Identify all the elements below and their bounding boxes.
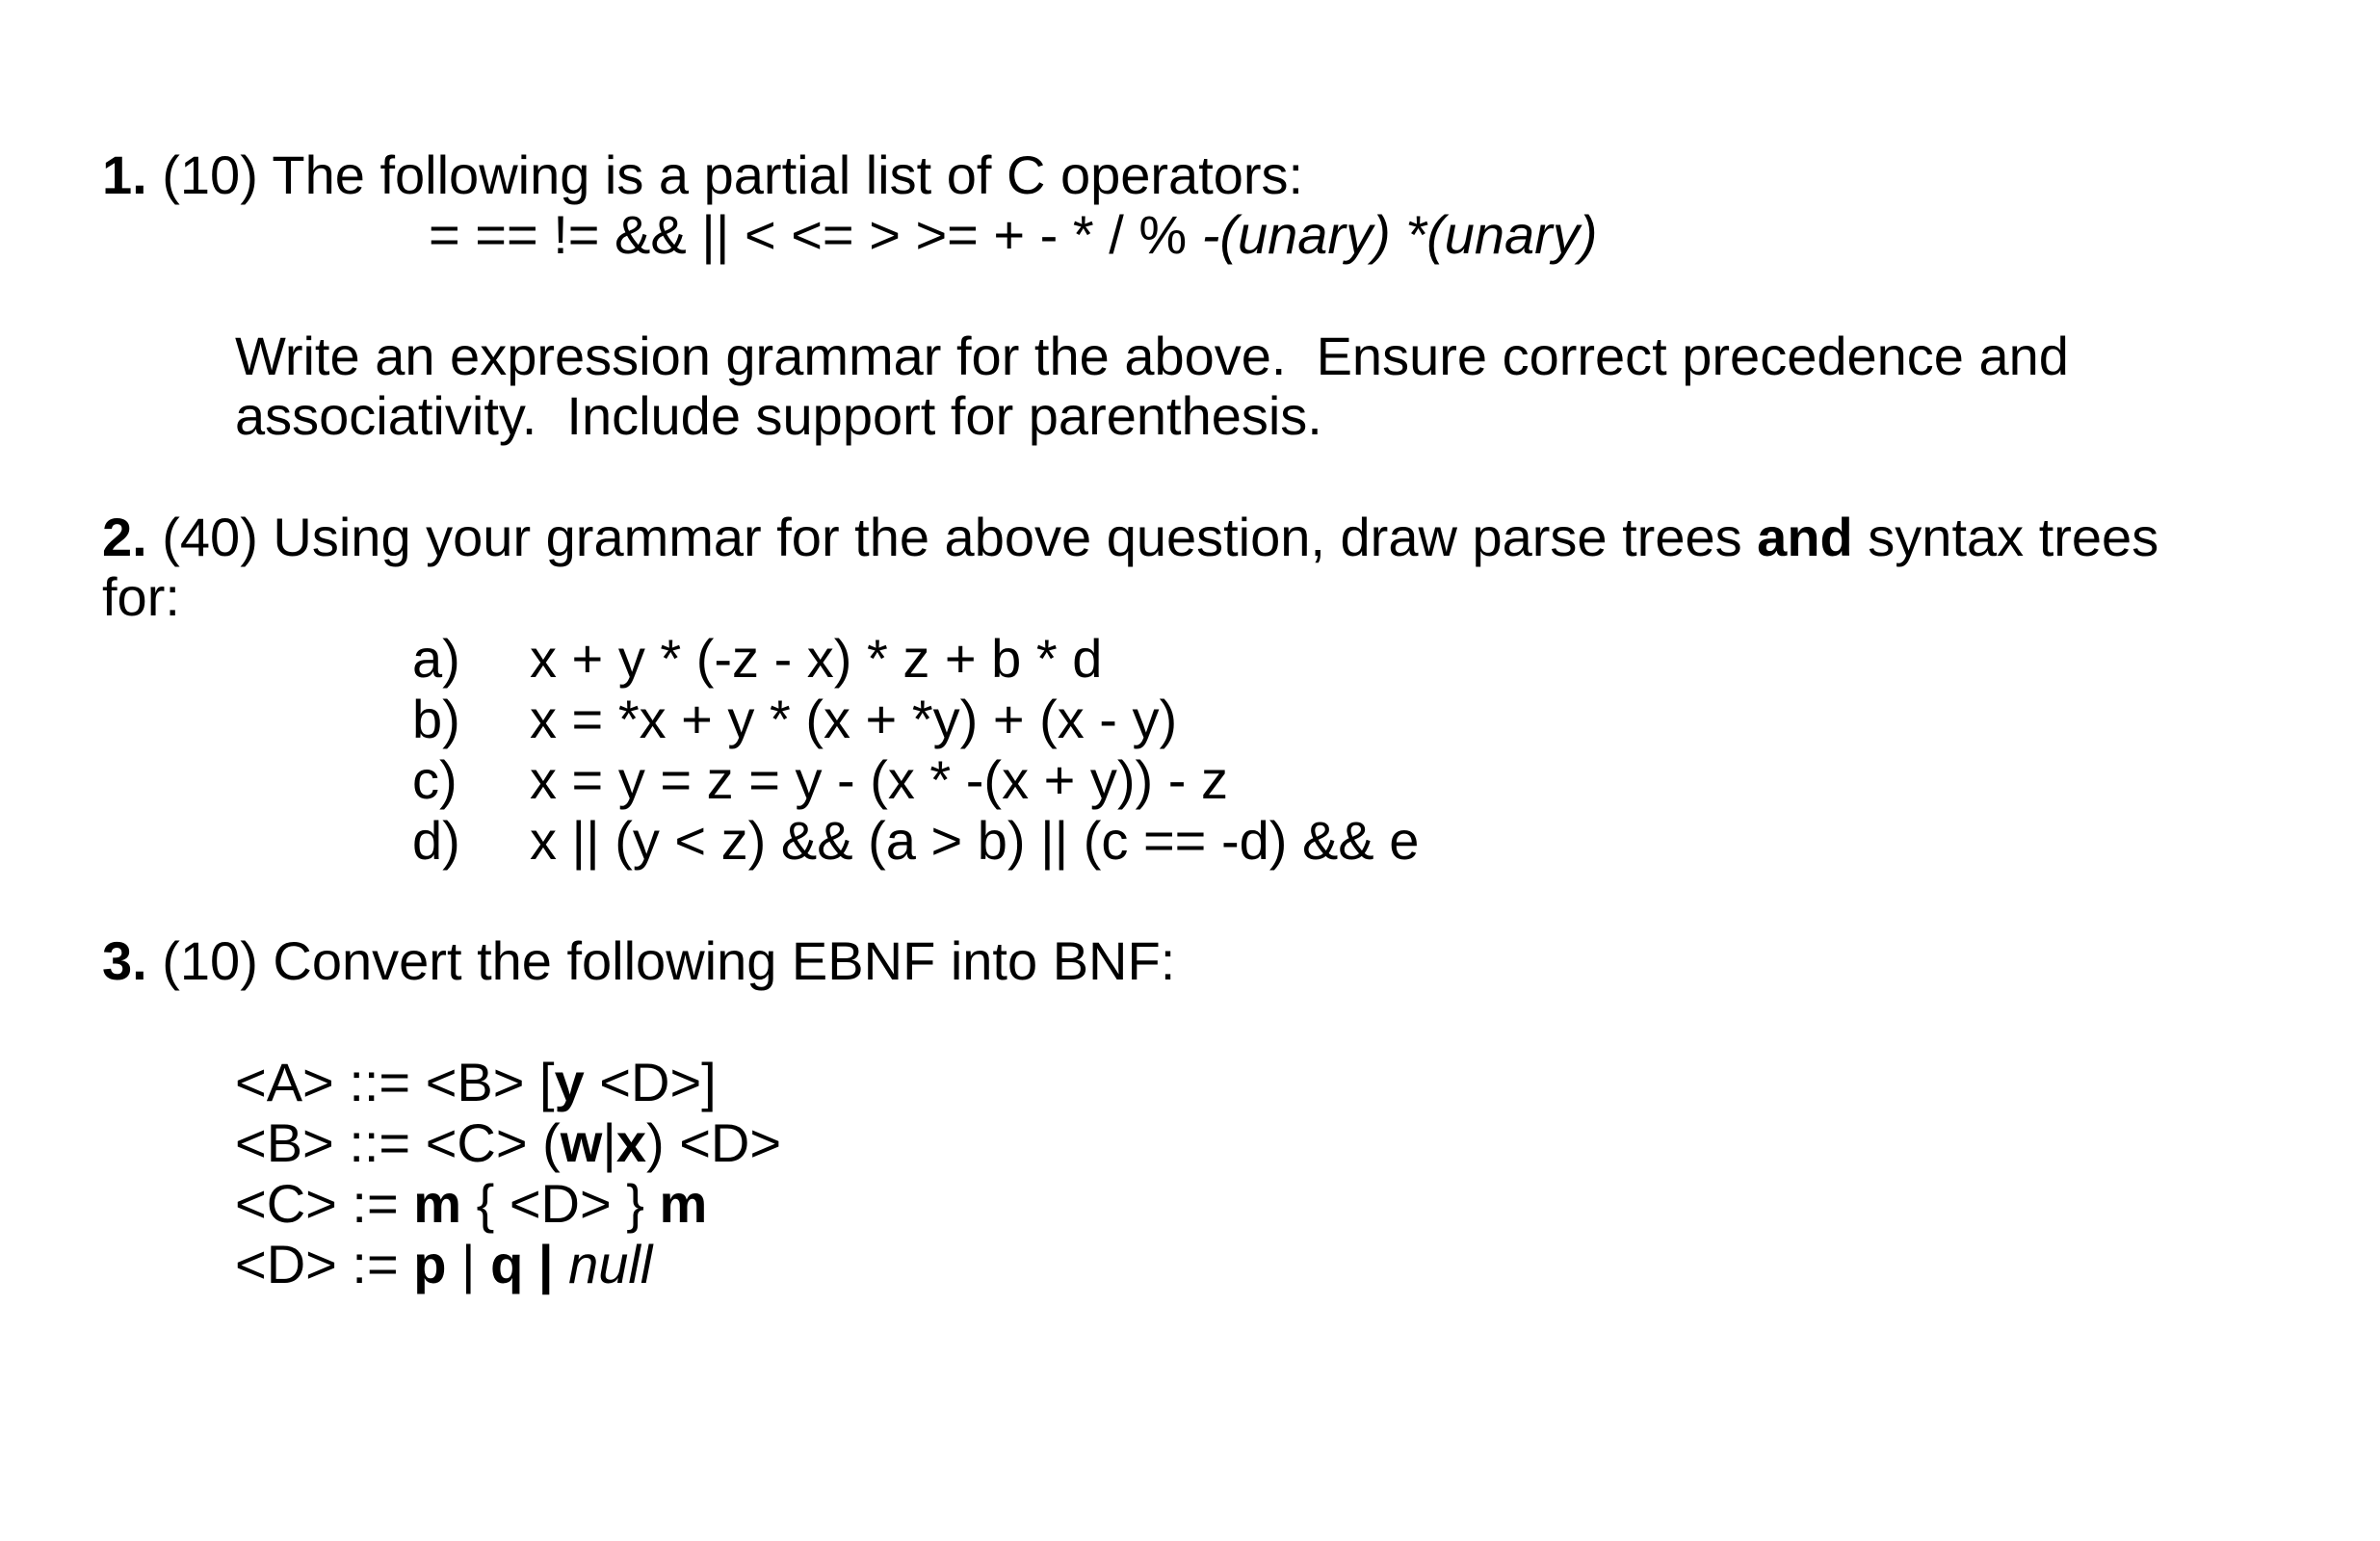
q1-operator-list	[429, 204, 1597, 266]
q3-rule-a	[235, 1052, 717, 1113]
q3-rule-d-lhs: <D> :=	[235, 1234, 414, 1294]
q3-rule-c	[235, 1173, 707, 1235]
q3-rule-d-null: null	[568, 1234, 653, 1294]
q3-rule-b-rest: ) <D>	[646, 1112, 782, 1173]
q3-rule-b-terminal-x: x	[615, 1112, 647, 1173]
q1-unary-star: *(unary)	[1405, 204, 1598, 265]
q2-item-expr-c: x = y = z = y - (x * -(x + y)) - z	[530, 749, 1228, 810]
q3-rule-d-terminal-p: p	[413, 1234, 447, 1294]
q1-instruction-line2: associativity. Include support for parenthesis.	[235, 385, 1322, 446]
q3-intro: Convert the following EBNF into BNF:	[273, 930, 1176, 991]
q3-rule-c-mid: { <D> }	[461, 1173, 660, 1234]
q3-rule-d-terminal-q: q	[490, 1234, 524, 1294]
q3-heading	[102, 930, 1175, 992]
q1-points: (10)	[162, 144, 258, 205]
q1-unary-minus: -(unary)	[1201, 204, 1391, 265]
q1-number: 1.	[102, 144, 147, 205]
q2-item-expr-a: x + y * (-z - x) * z + b * d	[530, 628, 1103, 689]
q3-rule-a-rest: <D>]	[584, 1052, 717, 1112]
q3-points: (10)	[162, 930, 258, 991]
q3-rule-b	[235, 1112, 781, 1174]
q2-item-label-b: b)	[412, 689, 460, 749]
q2-text-bold: and	[1757, 507, 1853, 567]
q2-points: (40)	[162, 507, 258, 567]
q3-rule-a-lhs: <A> ::= <B> [	[235, 1052, 555, 1112]
q3-rule-c-terminal-m1: m	[413, 1173, 462, 1234]
q3-rule-d-bar1: |	[446, 1234, 491, 1294]
q2-item-label-a: a)	[412, 628, 460, 689]
q2-heading-line2: for:	[102, 566, 180, 627]
q2-text-before: Using your grammar for the above question, draw parse trees	[273, 507, 1758, 567]
q2-item-expr-b: x = *x + y * (x + *y) + (x - y)	[530, 689, 1178, 749]
q3-rule-c-terminal-m2: m	[659, 1173, 708, 1234]
q3-number: 3.	[102, 930, 147, 991]
q1-intro: The following is a partial list of C operators:	[272, 144, 1304, 205]
q1-heading	[102, 144, 1303, 206]
q2-text-after: syntax trees	[1852, 507, 2159, 567]
q3-rule-b-bar: |	[602, 1112, 616, 1173]
q2-item-label-d: d)	[412, 810, 460, 871]
q3-rule-a-terminal-y: y	[554, 1052, 585, 1112]
q2-item-label-c: c)	[412, 749, 458, 810]
q2-heading	[102, 507, 2158, 568]
q2-item-expr-d: x || (y < z) && (a > b) || (c == -d) && e	[530, 810, 1420, 871]
q3-rule-d	[235, 1234, 652, 1295]
q3-rule-d-bar2: |	[523, 1234, 569, 1294]
q3-rule-c-lhs: <C> :=	[235, 1173, 414, 1234]
q3-rule-b-terminal-w: w	[560, 1112, 603, 1173]
q1-operators: = == != && || < <= > >= + - * / %	[429, 204, 1202, 265]
q3-rule-b-lhs: <B> ::= <C> (	[235, 1112, 561, 1173]
q1-instruction-line1: Write an expression grammar for the above. Ensure correct precedence and	[235, 326, 2069, 386]
q2-number: 2.	[102, 507, 147, 567]
